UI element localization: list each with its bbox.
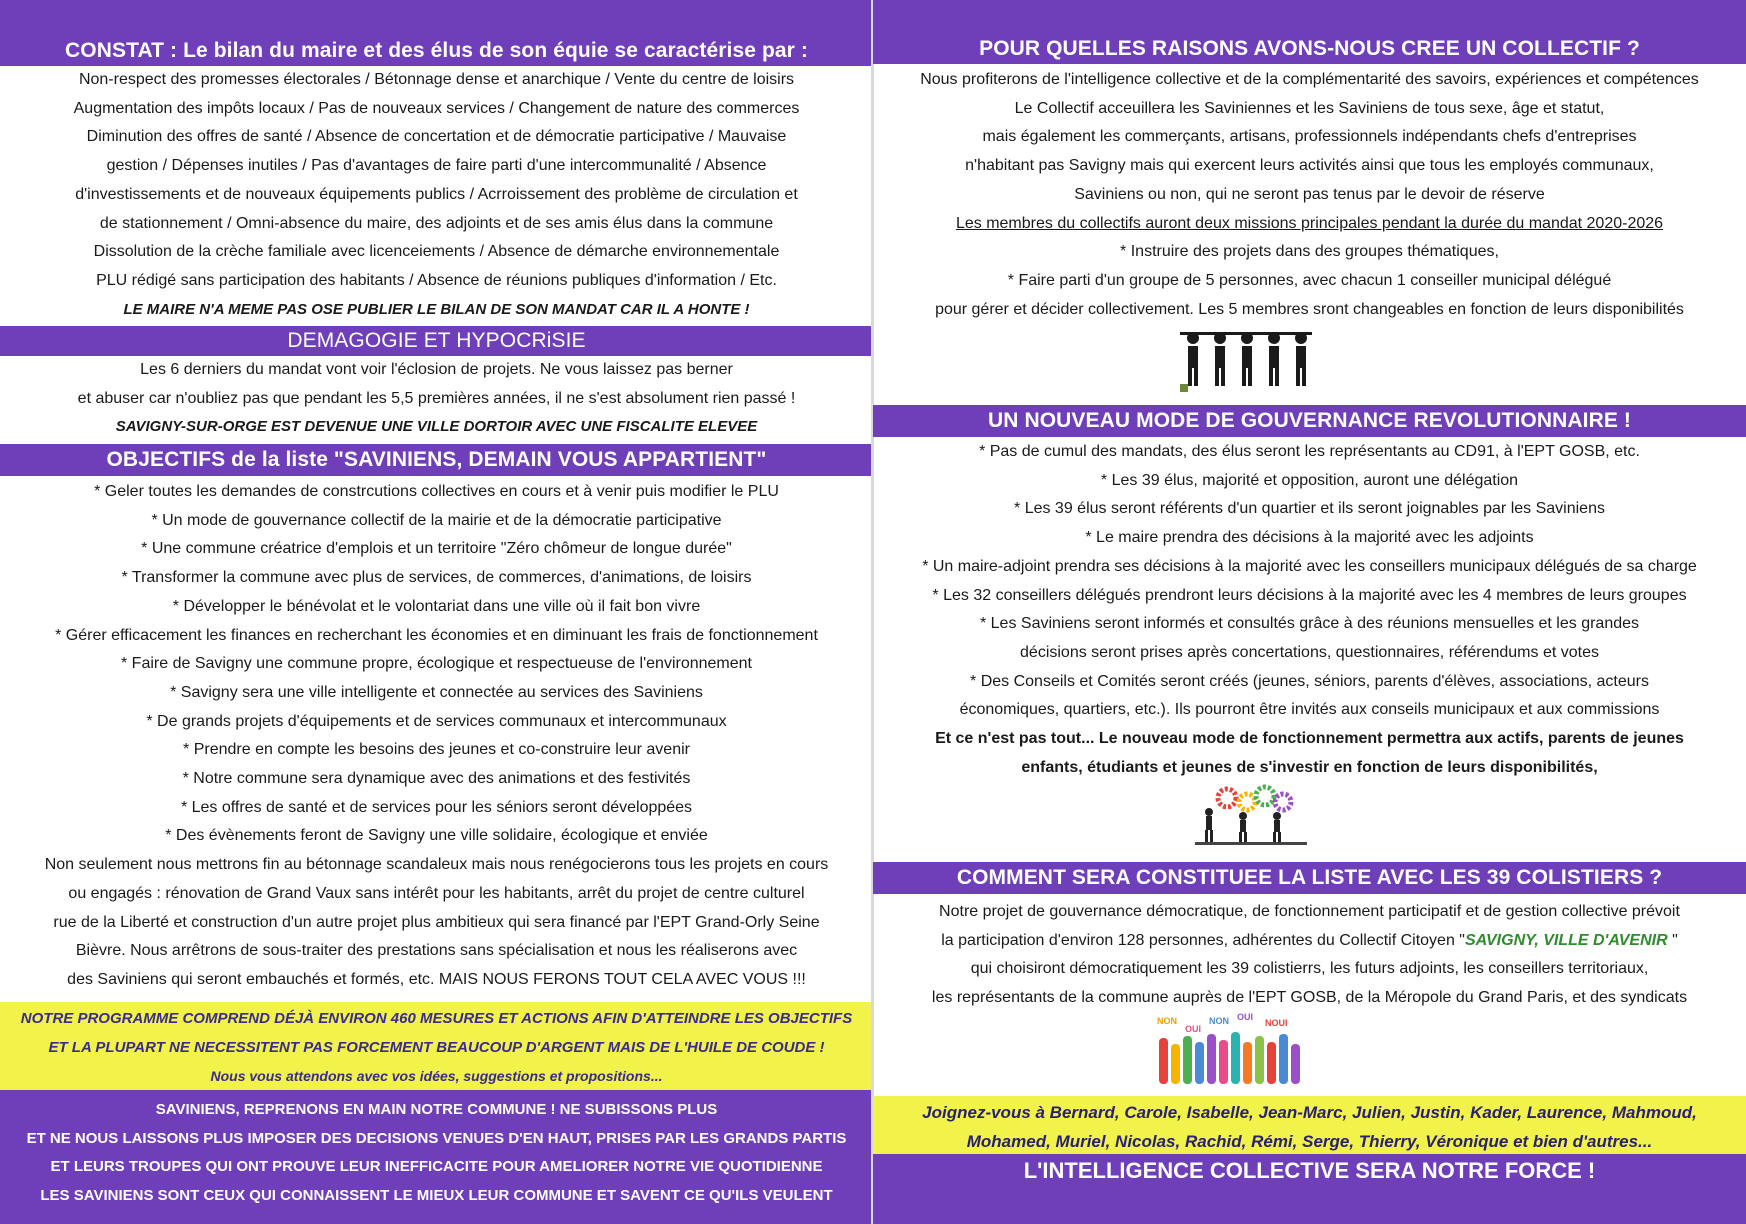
- objectifs-paragraph-line: ou engagés : rénovation de Grand Vaux sans intérêt pour les habitants, arrêt du projet de centre culturel: [68, 884, 805, 902]
- objectifs-paragraph-line: Bièvre. Nous arrêtrons de sous-traiter des prestations sans spécialisation et nous les réaliserons avec: [75, 942, 798, 960]
- objectif-item: * Développer le bénévolat et le volontariat dans une ville où il fait bon vivre: [172, 597, 701, 615]
- gouvernance-title: UN NOUVEAU MODE DE GOUVERNANCE REVOLUTIONNAIRE !: [873, 405, 1746, 437]
- appel-line: SAVINIENS, REPRENONS EN MAIN NOTRE COMMUNE ! NE SUBISSONS PLUS: [155, 1101, 718, 1118]
- appel-line: ET NE NOUS LAISSONS PLUS IMPOSER DES DECISIONS VENUES D'EN HAUT, PRISES PAR LES GRANDS PARTIS: [26, 1129, 847, 1147]
- collectif-name: SAVIGNY, VILLE D'AVENIR: [1464, 931, 1668, 949]
- gouvernance-item: économiques, quartiers, etc.). Ils pourront être invités aux conseils municipaux et aux commissions: [959, 701, 1660, 719]
- objectif-item: * Gérer efficacement les finances en recherchant les économies et en diminuant les frais de fonctionnement: [55, 626, 818, 644]
- constat-line: PLU rédigé sans participation des habitants / Absence de réunions publiques d'information / Etc.: [96, 271, 777, 289]
- gouvernance-bold-line: enfants, étudiants et jeunes de s'investir en fonction de leurs disponibilités,: [1021, 758, 1598, 776]
- colistiers-line: qui choisiront démocratiquement les 39 colistierrs, les futurs adjoints, les conseillers territoriaux,: [970, 960, 1649, 978]
- gouvernance-item: * Les 32 conseillers délégués prendront leurs décisions à la majorité avec les 4 membres de leurs groupes: [932, 586, 1687, 604]
- colistiers-text: [873, 898, 1746, 1013]
- gouvernance-item: * Le maire prendra des décisions à la majorité avec les adjoints: [1085, 529, 1534, 547]
- mission-item: * Instruire des projets dans des groupes thématiques,: [1120, 243, 1499, 261]
- raised-hands-vote-illustration: [1151, 1012, 1311, 1086]
- vote-word: NOUI: [1265, 1018, 1288, 1028]
- demagogie-title: DEMAGOGIE ET HYPOCRiSIE: [0, 326, 873, 356]
- vote-word: OUI: [1185, 1024, 1202, 1034]
- joignez-line: Joignez-vous à Bernard, Carole, Isabelle, Jean-Marc, Julien, Justin, Kader, Laurence, Mahmoud,: [922, 1103, 1697, 1122]
- vote-word: NON: [1157, 1016, 1177, 1026]
- objectif-item: * Geler toutes les demandes de constrcutions collectives en cours et à venir puis modifier le PLU: [94, 483, 779, 500]
- raisons-line: mais également les commerçants, artisans, professionnels indépendants chefs d'entreprises: [982, 128, 1637, 146]
- gouvernance-list: [873, 438, 1746, 782]
- objectifs-paragraph-line: Non seulement nous mettrons fin au bétonnage scandaleux mais nous renégocierons tous les projets en cours: [44, 856, 829, 874]
- colistiers-line-prefix: la participation d'environ 128 personnes, adhérentes du Collectif Citoyen ": [941, 931, 1465, 949]
- joignez-banner: [873, 1096, 1746, 1156]
- vote-word: NON: [1209, 1016, 1229, 1026]
- programme-invite: Nous vous attendons avec vos idées, suggestions et propositions...: [210, 1068, 663, 1084]
- gouvernance-bold-line: Et ce n'est pas tout... Le nouveau mode de fonctionnement permettra aux actifs, parents de jeunes: [935, 730, 1684, 748]
- objectif-item: * Un mode de gouvernance collectif de la mairie et de la démocratie participative: [151, 511, 722, 529]
- constat-line: Dissolution de la crèche familiale avec licenceiements / Absence de démarche environnementale: [93, 243, 780, 261]
- raisons-line: Saviniens ou non, qui ne seront pas tenus par le devoir de réserve: [1074, 185, 1545, 203]
- raisons-missions-heading: [873, 210, 1746, 239]
- demagogie-line: Les 6 derniers du mandat vont voir l'éclosion de projets. Ne vous laissez pas berner: [140, 361, 733, 378]
- constat-line: gestion / Dépenses inutiles / Pas d'avantages de faire parti d'une intercommunalité / Absence: [106, 157, 767, 175]
- objectif-item: * De grands projets d'équipements et de services communaux et intercommunaux: [146, 712, 727, 730]
- demagogie-closing: SAVIGNY-SUR-ORGE EST DEVENUE UNE VILLE DORTOIR AVEC UNE FISCALITE ELEVEE: [115, 418, 758, 436]
- raisons-text: [873, 66, 1746, 324]
- people-chain-illustration: [1178, 326, 1318, 396]
- gouvernance-item: * Un maire-adjoint prendra ses décisions à la majorité avec les conseillers municipaux délégués de sa charge: [922, 557, 1697, 575]
- objectifs-paragraph-line: rue de la Liberté et construction d'un autre projet plus ambitieux qui sera financé par l'EPT Grand-Orly Seine: [53, 913, 820, 931]
- appel-line: LES SAVINIENS SONT CEUX QUI CONNAISSENT LE MIEUX LEUR COMMUNE ET SAVENT CE QU'ILS VEULENT: [40, 1186, 833, 1204]
- raisons-title: POUR QUELLES RAISONS AVONS-NOUS CREE UN COLLECTIF ?: [873, 34, 1746, 64]
- gouvernance-item: * Les 39 élus, majorité et opposition, auront une délégation: [1100, 471, 1519, 489]
- right-panel: [873, 0, 1746, 1224]
- objectif-item: * Des évènements feront de Savigny une ville solidaire, écologique et enviée: [165, 827, 708, 845]
- raisons-line: Nous profiterons de l'intelligence collective et de la complémentarité des savoirs, expériences et compétences: [920, 71, 1699, 88]
- colistiers-line-collectif: [873, 927, 1746, 956]
- gouvernance-item: * Les 39 élus seront référents d'un quartier et ils seront joignables par les Saviniens: [1014, 500, 1605, 518]
- raisons-line: Le Collectif acceuillera les Saviniennes et les Saviniens de tous sexe, âge et statut,: [1014, 99, 1605, 117]
- objectif-item: * Transformer la commune avec plus de services, de commerces, d'animations, de loisirs: [121, 569, 752, 587]
- joignez-line: Mohamed, Muriel, Nicolas, Rachid, Rémi, Serge, Thierry, Véronique et bien d'autres...: [966, 1132, 1653, 1151]
- colistiers-line: les représentants de la commune auprès de l'EPT GOSB, de la Méropole du Grand Paris, et des syndicats: [931, 989, 1688, 1007]
- appel-banner: [0, 1090, 873, 1224]
- objectifs-title: OBJECTIFS de la liste "SAVINIENS, DEMAIN VOUS APPARTIENT": [0, 444, 873, 476]
- colistiers-title: COMMENT SERA CONSTITUEE LA LISTE AVEC LES 39 COLISTIERS ?: [873, 862, 1746, 894]
- gouvernance-item: décisions seront prises après concertations, questionnaires, référendums et votes: [1020, 643, 1599, 661]
- constat-line: Diminution des offres de santé / Absence de concertation et de démocratie participative / Mauvaise: [86, 128, 787, 146]
- programme-banner: [0, 1002, 873, 1092]
- constat-line: de stationnement / Omni-absence du maire, des adjoints et de ses amis élus dans la commune: [99, 214, 774, 232]
- slogan-banner: [873, 1154, 1746, 1224]
- demagogie-text: [0, 356, 873, 442]
- gouvernance-item: * Des Conseils et Comités seront créés (jeunes, séniors, parents d'élèves, associations, acteurs: [970, 672, 1649, 690]
- vote-word: OUI: [1237, 1012, 1254, 1022]
- gouvernance-item: * Les Saviniens seront informés et consultés grâce à des réunions mensuelles et les grandes: [979, 615, 1640, 633]
- colistiers-line-suffix: ": [1667, 931, 1678, 949]
- mission-item: pour gérer et décider collectivement. Les 5 membres sront changeables en fonction de leurs disponibilités: [935, 300, 1684, 318]
- objectif-item: * Une commune créatrice d'emplois et un territoire "Zéro chômeur de longue durée": [141, 540, 732, 558]
- objectif-item: * Prendre en compte les besoins des jeunes et co-construire leur avenir: [183, 741, 690, 759]
- gouvernance-item: * Pas de cumul des mandats, des élus seront les représentants au CD91, à l'EPT GOSB, etc.: [979, 443, 1640, 460]
- top-purple-band: [0, 0, 873, 36]
- constat-line: Augmentation des impôts locaux / Pas de nouveaux services / Changement de nature des commerces: [73, 99, 800, 117]
- programme-line: ET LA PLUPART NE NECESSITENT PAS FORCEMENT BEAUCOUP D'ARGENT MAIS DE L'HUILE DE COUDE !: [48, 1039, 825, 1056]
- top-purple-band: [873, 0, 1746, 36]
- objectif-item: * Notre commune sera dynamique avec des animations et des festivités: [182, 770, 691, 788]
- appel-line: ET LEURS TROUPES QUI ONT PROUVE LEUR INEFFICACITE POUR AMELIORER NOTRE VIE QUOTIDIENNE: [50, 1158, 823, 1175]
- slogan-text: L'INTELLIGENCE COLLECTIVE SERA NOTRE FORCE !: [1023, 1158, 1596, 1183]
- gears-teamwork-illustration: [1191, 782, 1311, 846]
- objectif-item: * Faire de Savigny une commune propre, écologique et respectueuse de l'environnement: [121, 655, 752, 673]
- objectif-item: * Les offres de santé et de services pour les séniors seront développées: [180, 798, 693, 816]
- objectifs-paragraph-line: des Saviniens qui seront embauchés et formés, etc. MAIS NOUS FERONS TOUT CELA AVEC VOUS !!!: [67, 970, 806, 988]
- constat-title: CONSTAT : Le bilan du maire et des élus de son équie se caractérise par :: [0, 36, 873, 66]
- objectif-item: * Savigny sera une ville intelligente et connectée au services des Saviniens: [170, 683, 703, 701]
- constat-line: d'investissements et de nouveaux équipements publics / Acrroissement des problème de circulation et: [75, 185, 798, 203]
- colistiers-line: Notre projet de gouvernance démocratique, de fonctionnement participatif et de gestion collective prévoit: [939, 903, 1680, 920]
- constat-list: [0, 66, 873, 324]
- demagogie-line: et abuser car n'oubliez pas que pendant les 5,5 premières années, il ne s'est absolument rien passé !: [77, 389, 796, 407]
- raisons-missions-heading-text: Les membres du collectifs auront deux missions principales pendant la durée du mandat 2020-2026: [955, 214, 1664, 232]
- constat-line: Non-respect des promesses électorales / Bétonnage dense et anarchique / Vente du centre de loisirs: [78, 71, 795, 88]
- objectifs-list: [0, 478, 873, 995]
- programme-line: NOTRE PROGRAMME COMPREND DÉJÀ ENVIRON 460 MESURES ET ACTIONS AFIN D'ATTEINDRE LES OBJECTIFS: [20, 1010, 853, 1027]
- raisons-line: n'habitant pas Savigny mais qui exercent leurs activités ainsi que tous les employés communaux,: [965, 157, 1654, 175]
- constat-closing: LE MAIRE N'A MEME PAS OSE PUBLIER LE BILAN DE SON MANDAT CAR IL A HONTE !: [123, 300, 750, 318]
- mission-item: * Faire parti d'un groupe de 5 personnes, avec chacun 1 conseiller municipal délégué: [1007, 271, 1612, 289]
